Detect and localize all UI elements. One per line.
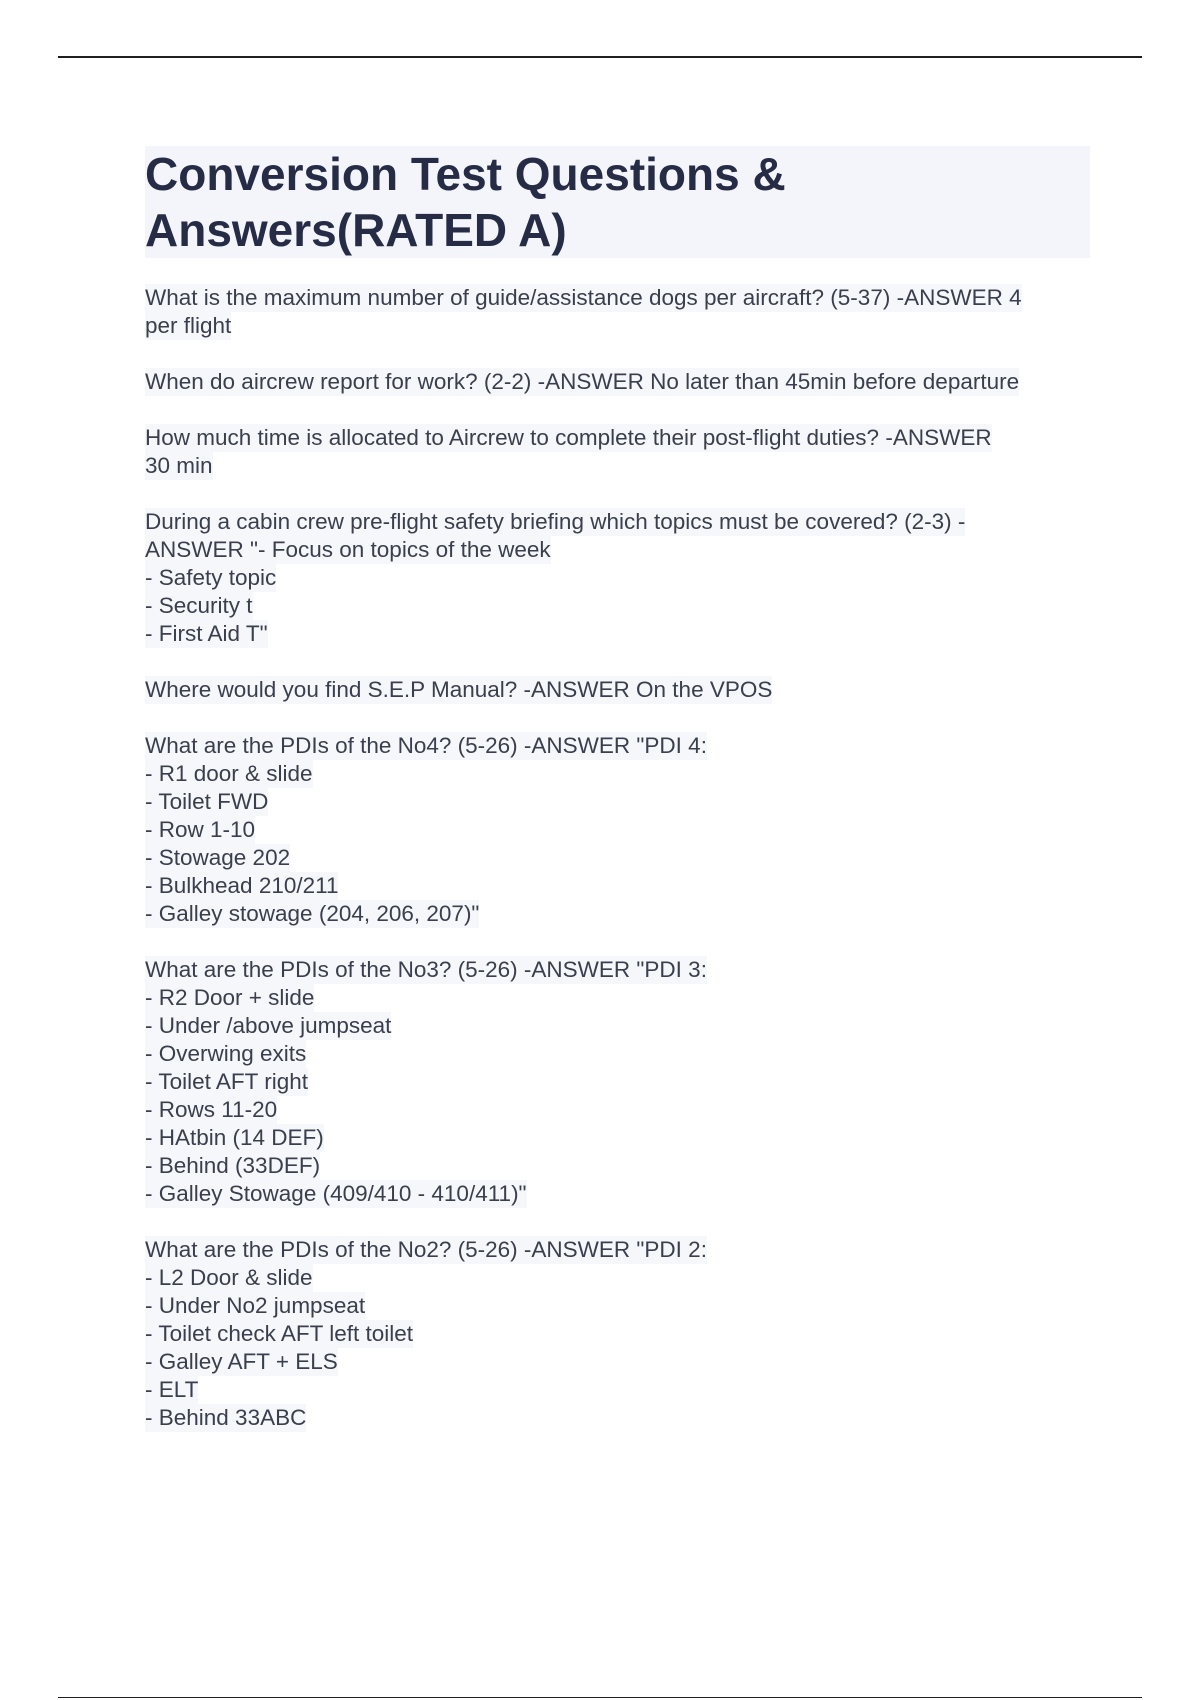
answer-line: - R1 door & slide — [145, 761, 313, 786]
question-text: How much time is allocated to Aircrew to complete their post-flight duties? -ANSWER — [145, 425, 992, 450]
top-rule — [58, 56, 1142, 58]
document-title — [145, 146, 965, 258]
question-text: Where would you find S.E.P Manual? -ANSWER On the VPOS — [145, 677, 773, 702]
answer-line: - Stowage 202 — [145, 845, 291, 870]
answer-line: - Bulkhead 210/211 — [145, 873, 339, 898]
answer-line: ANSWER "- Focus on topics of the week — [145, 537, 551, 562]
qa-list — [145, 284, 1090, 1432]
answer-line: 30 min — [145, 453, 213, 478]
answer-line: - Behind 33ABC — [145, 1405, 307, 1430]
answer-line: - Under No2 jumpseat — [145, 1293, 366, 1318]
answer-line: - Security t — [145, 593, 253, 618]
question-text: What are the PDIs of the No3? (5-26) -ANSWER "PDI 3: — [145, 957, 707, 982]
title-line: Conversion Test Questions & — [145, 148, 786, 200]
answer-line: - Toilet FWD — [145, 789, 269, 814]
answer-line: - Galley Stowage (409/410 - 410/411)" — [145, 1181, 527, 1206]
title-block — [145, 146, 1090, 258]
qa-entry — [145, 1236, 1090, 1432]
answer-line: - Overwing exits — [145, 1041, 307, 1066]
qa-entry — [145, 424, 1090, 480]
question-text: When do aircrew report for work? (2-2) -ANSWER No later than 45min before departure — [145, 369, 1020, 394]
answer-line: - L2 Door & slide — [145, 1265, 313, 1290]
answer-line: - Rows 11-20 — [145, 1097, 278, 1122]
answer-line: - Safety topic — [145, 565, 277, 590]
question-text: What is the maximum number of guide/assistance dogs per aircraft? (5-37) -ANSWER 4 — [145, 285, 1022, 310]
answer-line: - Behind (33DEF) — [145, 1153, 321, 1178]
document-page — [145, 146, 1090, 1460]
qa-entry — [145, 956, 1090, 1208]
answer-line: - ELT — [145, 1377, 199, 1402]
answer-line: - Galley stowage (204, 206, 207)" — [145, 901, 480, 926]
answer-line: - HAtbin (14 DEF) — [145, 1125, 324, 1150]
qa-entry — [145, 508, 1090, 648]
qa-entry — [145, 368, 1090, 396]
answer-line: - Toilet check AFT left toilet — [145, 1321, 414, 1346]
qa-entry — [145, 676, 1090, 704]
question-text: What are the PDIs of the No2? (5-26) -ANSWER "PDI 2: — [145, 1237, 707, 1262]
qa-entry — [145, 732, 1090, 928]
bottom-rule — [58, 1697, 1142, 1698]
answer-line: - Galley AFT + ELS — [145, 1349, 338, 1374]
answer-line: - R2 Door + slide — [145, 985, 315, 1010]
qa-entry — [145, 284, 1090, 340]
question-text: What are the PDIs of the No4? (5-26) -ANSWER "PDI 4: — [145, 733, 707, 758]
question-text: During a cabin crew pre-flight safety briefing which topics must be covered? (2-3) - — [145, 509, 966, 534]
answer-line: - Under /above jumpseat — [145, 1013, 392, 1038]
answer-line: - Toilet AFT right — [145, 1069, 308, 1094]
answer-line: - First Aid T" — [145, 621, 268, 646]
title-line: Answers(RATED A) — [145, 204, 567, 256]
answer-line: - Row 1-10 — [145, 817, 256, 842]
answer-line: per flight — [145, 313, 232, 338]
